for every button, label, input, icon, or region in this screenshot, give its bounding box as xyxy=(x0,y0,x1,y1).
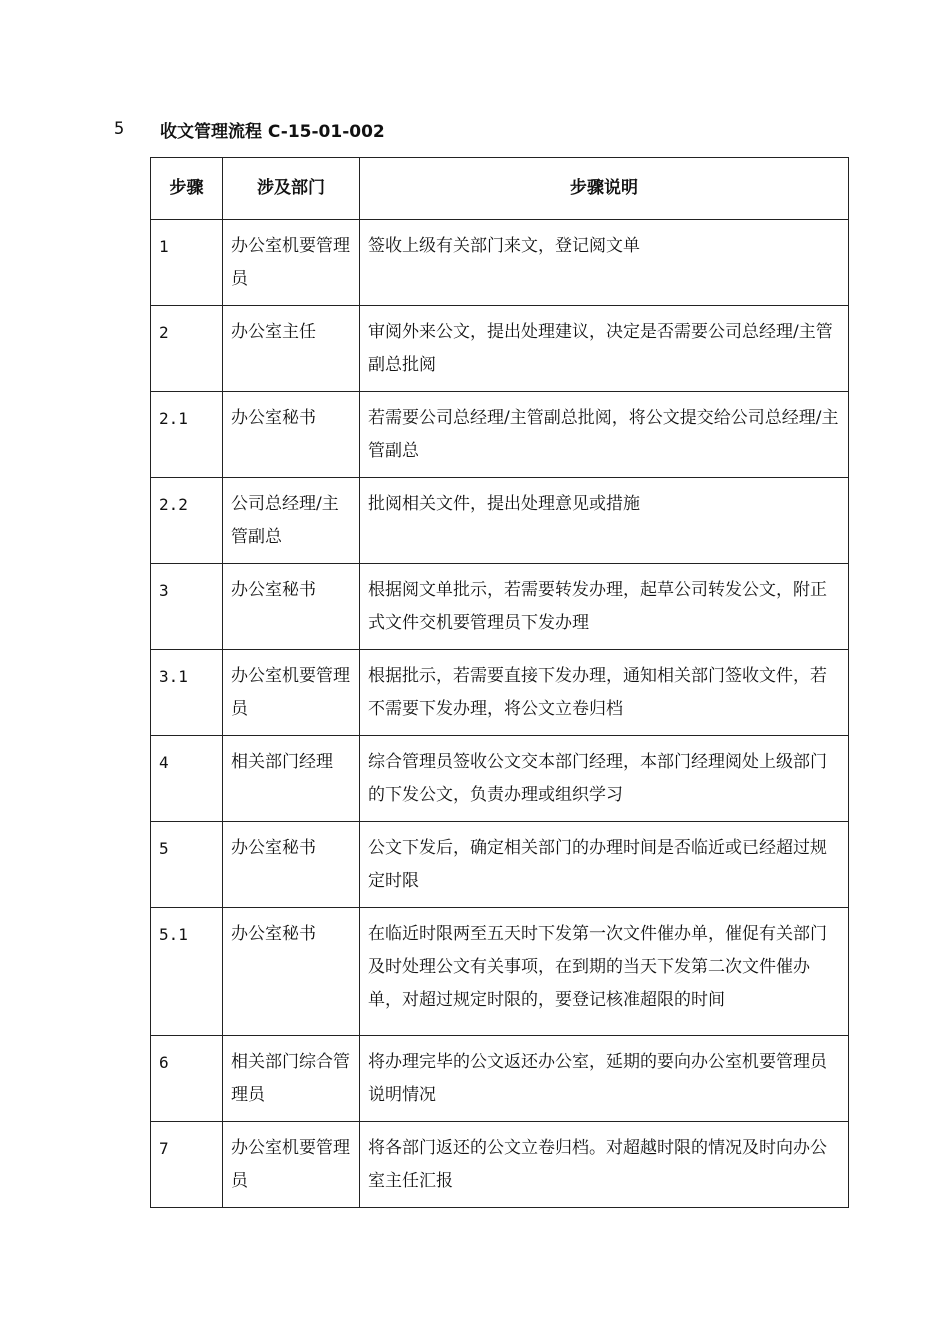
table-row xyxy=(151,1122,849,1208)
description-cell: 审阅外来公文，提出处理建议，决定是否需要公司总经理/主管副总批阅 xyxy=(360,306,849,392)
section-title: 收文管理流程 C-15-01-002 xyxy=(160,121,385,142)
description-cell: 在临近时限两至五天时下发第一次文件催办单，催促有关部门及时处理公文有关事项，在到期的当天下发第二次文件催办单，对超过规定时限的，要登记核准超限的时间 xyxy=(360,908,849,1036)
description-cell: 公文下发后，确定相关部门的办理时间是否临近或已经超过规定时限 xyxy=(360,822,849,908)
step-cell: 7 xyxy=(151,1122,223,1208)
table-header-row xyxy=(151,158,849,220)
table-row xyxy=(151,822,849,908)
table-row xyxy=(151,220,849,306)
step-cell: 5.1 xyxy=(151,908,223,1036)
description-cell: 将办理完毕的公文返还办公室，延期的要向办公室机要管理员说明情况 xyxy=(360,1036,849,1122)
table-row xyxy=(151,392,849,478)
department-cell: 办公室主任 xyxy=(223,306,360,392)
table-row xyxy=(151,306,849,392)
table-row xyxy=(151,564,849,650)
step-cell: 6 xyxy=(151,1036,223,1122)
section-number: 5 xyxy=(114,119,125,139)
department-cell: 相关部门经理 xyxy=(223,736,360,822)
process-table xyxy=(150,157,849,1208)
department-cell: 相关部门综合管理员 xyxy=(223,1036,360,1122)
department-cell: 办公室机要管理员 xyxy=(223,220,360,306)
header-description: 步骤说明 xyxy=(360,158,849,220)
step-cell: 1 xyxy=(151,220,223,306)
department-cell: 公司总经理/主管副总 xyxy=(223,478,360,564)
step-cell: 3 xyxy=(151,564,223,650)
description-cell: 根据批示，若需要直接下发办理，通知相关部门签收文件，若不需要下发办理，将公文立卷归档 xyxy=(360,650,849,736)
description-cell: 若需要公司总经理/主管副总批阅，将公文提交给公司总经理/主管副总 xyxy=(360,392,849,478)
description-cell: 综合管理员签收公文交本部门经理，本部门经理阅处上级部门的下发公文，负责办理或组织学习 xyxy=(360,736,849,822)
table-row xyxy=(151,650,849,736)
step-cell: 3.1 xyxy=(151,650,223,736)
step-cell: 4 xyxy=(151,736,223,822)
department-cell: 办公室机要管理员 xyxy=(223,650,360,736)
description-cell: 签收上级有关部门来文，登记阅文单 xyxy=(360,220,849,306)
description-cell: 根据阅文单批示，若需要转发办理，起草公司转发公文，附正式文件交机要管理员下发办理 xyxy=(360,564,849,650)
step-cell: 2.2 xyxy=(151,478,223,564)
step-cell: 2 xyxy=(151,306,223,392)
table-row xyxy=(151,736,849,822)
table-row xyxy=(151,908,849,1036)
description-cell: 将各部门返还的公文立卷归档。对超越时限的情况及时向办公室主任汇报 xyxy=(360,1122,849,1208)
description-cell: 批阅相关文件，提出处理意见或措施 xyxy=(360,478,849,564)
section-heading xyxy=(114,117,385,141)
header-step: 步骤 xyxy=(151,158,223,220)
step-cell: 2.1 xyxy=(151,392,223,478)
table-row xyxy=(151,1036,849,1122)
department-cell: 办公室秘书 xyxy=(223,564,360,650)
step-cell: 5 xyxy=(151,822,223,908)
department-cell: 办公室秘书 xyxy=(223,392,360,478)
table-row xyxy=(151,478,849,564)
header-department: 涉及部门 xyxy=(223,158,360,220)
department-cell: 办公室秘书 xyxy=(223,908,360,1036)
department-cell: 办公室机要管理员 xyxy=(223,1122,360,1208)
department-cell: 办公室秘书 xyxy=(223,822,360,908)
